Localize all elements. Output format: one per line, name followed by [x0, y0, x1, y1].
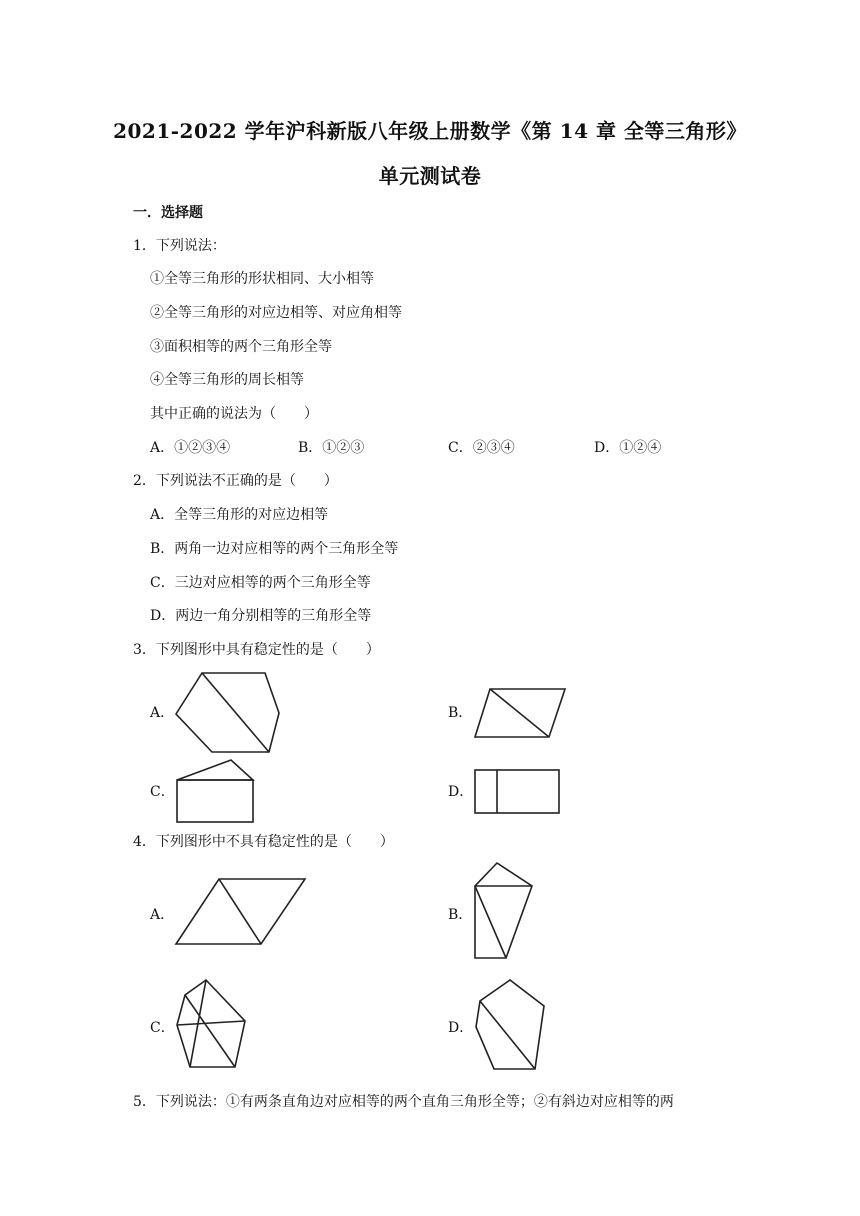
q3-figure-a-hexagon — [172, 670, 284, 756]
q1-statement-4: ④全等三角形的周长相等 — [150, 372, 304, 388]
q2-option-a: A．全等三角形的对应边相等 — [150, 507, 329, 523]
q4-label-c: C． — [150, 1020, 175, 1036]
q1-stem: 1．下列说法： — [133, 238, 226, 254]
q4-label-b: B． — [448, 907, 473, 923]
q3-label-c: C． — [150, 784, 175, 800]
q4-figure-d-hexagon-one-diagonal — [470, 975, 550, 1073]
q2-option-c: C．三边对应相等的两个三角形全等 — [150, 575, 371, 591]
q1-option-c: C．②③④ — [448, 440, 515, 456]
q2-option-b: B．两角一边对应相等的两个三角形全等 — [150, 541, 399, 557]
q1-option-a: A．①②③④ — [150, 440, 231, 456]
q4-figure-b-kite-quadrilateral — [470, 858, 538, 964]
q3-figure-b-parallelogram — [470, 684, 570, 742]
q1-option-b: B．①②③ — [298, 440, 365, 456]
q3-label-d: D． — [448, 784, 474, 800]
q4-label-d: D． — [448, 1020, 474, 1036]
title-line-1: 2021-2022 学年沪科新版八年级上册数学《第 14 章 全等三角形》 — [113, 119, 747, 143]
q4-label-a: A． — [150, 907, 175, 923]
q1-statement-1: ①全等三角形的形状相同、大小相等 — [150, 271, 374, 287]
q5-stem: 5．下列说法：①有两条直角边对应相等的两个直角三角形全等；②有斜边对应相等的两 — [133, 1094, 674, 1110]
q4-figure-a-parallelogram-diagonal — [172, 874, 310, 948]
q4-stem: 4．下列图形中不具有稳定性的是（ ） — [133, 834, 394, 850]
q2-stem: 2．下列说法不正确的是（ ） — [133, 473, 338, 489]
q2-option-d: D．两边一角分别相等的三角形全等 — [150, 608, 372, 624]
q1-prompt: 其中正确的说法为（ ） — [150, 406, 318, 422]
q3-label-b: B． — [448, 705, 473, 721]
q1-statement-2: ②全等三角形的对应边相等、对应角相等 — [150, 305, 402, 321]
section-heading: 一．选择题 — [133, 205, 203, 221]
q3-stem: 3．下列图形中具有稳定性的是（ ） — [133, 642, 380, 658]
q3-figure-d-divided-rectangle — [470, 765, 564, 817]
q3-label-a: A． — [150, 705, 175, 721]
q1-option-d: D．①②④ — [594, 440, 662, 456]
q4-figure-c-triangulated-pentagon — [172, 975, 252, 1073]
q3-figure-c-house-shape — [172, 755, 258, 827]
q1-statement-3: ③面积相等的两个三角形全等 — [150, 339, 332, 355]
title-line-2: 单元测试卷 — [378, 164, 482, 188]
